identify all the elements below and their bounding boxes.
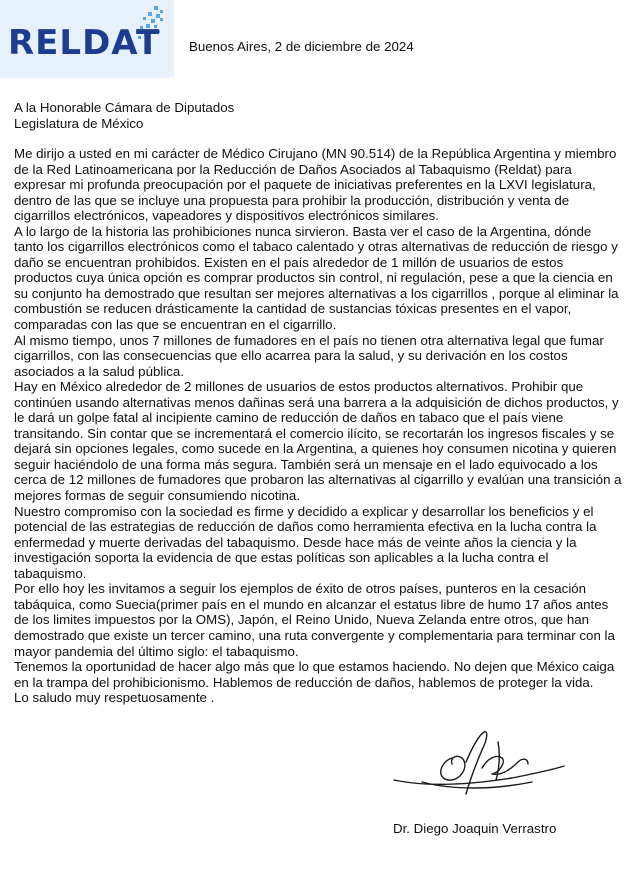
handwritten-signature: [392, 728, 570, 804]
body-paragraph: Al mismo tiempo, unos 7 millones de fumadores en el país no tienen otra alternativa legal que fumar cigarrillos, con las consecuencias que ello acarrea para la salud, y su derivación en los costos asociados a la salud pública.: [14, 332, 604, 379]
body-paragraph: Nuestro compromiso con la sociedad es firme y decidido a explicar y desarrollar los beneficios y el potencial de las estrategias de reducción de daños como herramienta efectiva en la lucha contra la enfermedad y muerte derivadas del tabaquismo. Desde hace más de veinte años la ciencia y la investigación soporta la evidencia de que estas políticas son aplicables a la lucha contra el tabaquismo.: [14, 503, 597, 581]
closing-line: Lo saludo muy respetuosamente .: [14, 690, 215, 706]
body-paragraph: Hay en México alrededor de 2 millones de usuarios de estos productos alternativos. Prohibir que continúen usando alternativas menos dañinas será una barrera a la adquisición de dichos productos, y le dará un golpe fatal al incipiente camino de reducción de daños en tabaco que el país viene transitando. Sin contar que se incrementará el comercio ilícito, se recortarán los ingresos fiscales y se dejará sin opciones legales, como sucede en la Argentina, a quienes hoy consumen nicotina y quieren seguir haciéndolo de una forma más segura. También será un mensaje en el lado equivocado a los cerca de 12 millones de fumadores que probaron las alternativas al cigarrillo y evalúan una transición a mejores formas de seguir consumiendo nicotina.: [14, 379, 622, 504]
recipient-line: A la Honorable Cámara de Diputados: [14, 100, 235, 115]
logo-wordmark: RELDAT: [8, 23, 161, 63]
signer-name: Dr. Diego Joaquin Verrastro: [393, 821, 557, 836]
body-paragraph: Me dirijo a usted en mi carácter de Médico Cirujano (MN 90.514) de la República Argentina y miembro de la Red Latinoamericana por la Reducción de Daños Asociados al Tabaquismo (Reldat) para expresar mi profunda preocupación por el paquete de iniciativas preferentes en la LXVI legislatura, dentro de las que se incluye una propuesta para prohibir la producción, distribución y venta de cigarrillos electrónicos, vapeadores y dispositivos electrónicos similares.: [14, 146, 617, 224]
recipient-block: [14, 100, 234, 131]
letter-body: [14, 146, 624, 706]
place-date: Buenos Aires, 2 de diciembre de 2024: [189, 39, 414, 54]
recipient-line: Legislatura de México: [14, 115, 144, 131]
body-paragraph: Por ello hoy les invitamos a seguir los ejemplos de éxito de otros países, punteros en la cesación tabáquica, como Suecia(primer país en el mundo en alcanzar el estatus libre de humo 17 años antes de los limites impuestos por la OMS), Japón, el Reino Unido, Nueva Zelanda entre otros, que han demostrado que existe un tercer camino, una ruta convergente y complementaria para terminar con la mayor pandemia del último siglo: el tabaquismo.: [14, 581, 615, 659]
body-paragraph: A lo largo de la historia las prohibiciones nunca sirvieron. Basta ver el caso de la Argentina, dónde tanto los cigarrillos electrónicos como el tabaco calentado y otras alternativas de reducción de riesgo y daño se encuentran prohibidos. Existen en el país alrededor de 1 millón de usuarios de estos productos cuya única opción es comprar productos sin control, ni regulación, pese a que la ciencia en su conjunto ha demostrado que resultan ser mejores alternativas a los cigarrillos , porque al eliminar la combustión se reducen drásticamente la cantidad de sustancias tóxicas presentes en el vapor, comparadas con las que se encuentran en el cigarrillo.: [14, 223, 619, 333]
reldat-logo: [0, 0, 174, 78]
body-paragraph: Tenemos la oportunidad de hacer algo más que lo que estamos haciendo. No dejen que México caiga en la trampa del prohibicionismo. Hablemos de reducción de daños, hablemos de proteger la vida.: [14, 659, 615, 690]
